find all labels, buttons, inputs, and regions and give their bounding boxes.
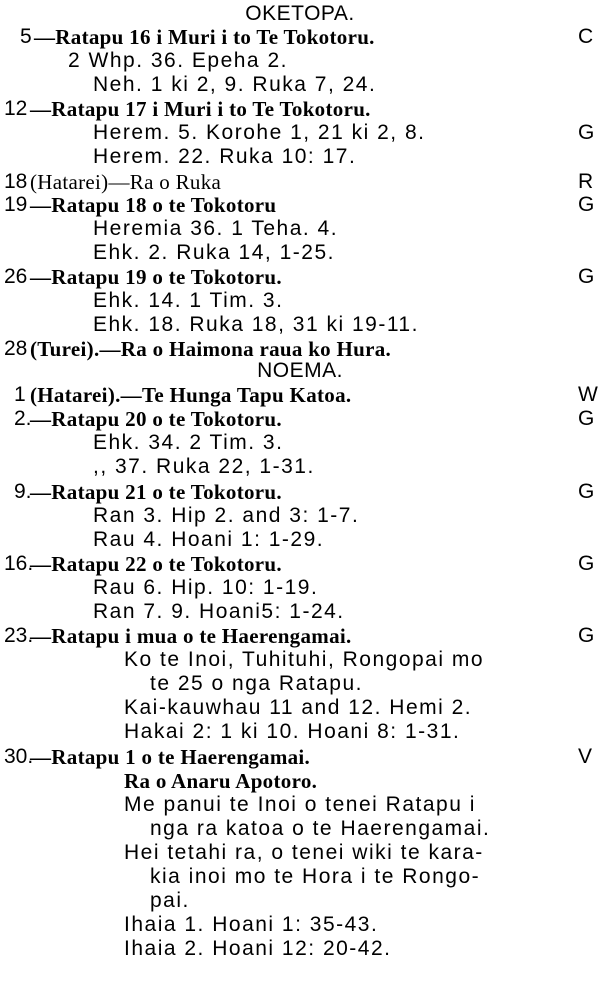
reading-line [0, 528, 600, 552]
entry-line [0, 383, 600, 407]
entry-line [0, 170, 600, 194]
reading-line [0, 696, 600, 720]
entry-date: 28 [4, 337, 28, 360]
reading-line [0, 793, 600, 817]
entry-date: 12 [4, 97, 28, 120]
entry-title: (Turei).—Ra o Haimona raua ko Hura. [30, 337, 392, 361]
entry-title: —Ratapu 20 o te Tokotoru. [30, 407, 282, 431]
reading-text: Rau 4. Hoani 1: 1-29. [93, 528, 325, 551]
liturgical-color: V [578, 745, 593, 768]
entry-line [0, 337, 600, 361]
entry-date: 16. [4, 552, 34, 575]
reading-text: Hakai 2: 1 ki 10. Hoani 8: 1-31. [124, 720, 461, 743]
reading-text: Me panui te Inoi o tenei Ratapu i [124, 793, 476, 816]
reading-line [0, 121, 600, 145]
liturgical-color: G [578, 121, 595, 144]
entry-line [0, 265, 600, 289]
entry-line [0, 624, 600, 648]
entry-subtitle-line [0, 769, 600, 793]
reading-text: 2 Whp. 36. Epeha 2. [68, 49, 288, 72]
reading-line [0, 455, 600, 479]
entry-title: —Ratapu 22 o te Tokotoru. [30, 552, 282, 576]
reading-line [0, 600, 600, 624]
month-heading: OKETOPA. [245, 2, 355, 25]
reading-line [0, 504, 600, 528]
reading-text: te 25 o nga Ratapu. [150, 672, 363, 695]
liturgical-color: W [578, 383, 598, 406]
reading-line [0, 841, 600, 865]
month-heading: NOEMA. [257, 359, 343, 382]
reading-text: Ehk. 18. Ruka 18, 31 ki 19-11. [93, 313, 419, 336]
liturgical-color: G [578, 480, 595, 503]
liturgical-color: R [578, 170, 594, 193]
reading-text: kia inoi mo te Hora i te Rongo- [150, 865, 481, 888]
entry-date: 23. [4, 624, 34, 647]
reading-line [0, 217, 600, 241]
reading-line [0, 937, 600, 961]
reading-line [0, 241, 600, 265]
entry-date: 2. [14, 407, 32, 430]
liturgical-color: G [578, 265, 595, 288]
reading-line [0, 672, 600, 696]
reading-text: Ihaia 1. Hoani 1: 35-43. [124, 913, 379, 936]
entry-date: 1 [14, 383, 26, 406]
reading-line [0, 913, 600, 937]
entry-line [0, 193, 600, 217]
liturgical-color: G [578, 407, 595, 430]
entry-date: 18 [4, 170, 28, 193]
reading-text: Ran 3. Hip 2. and 3: 1-7. [93, 504, 360, 527]
entry-title: —Ratapu 18 o te Tokotoru [30, 193, 277, 217]
reading-line [0, 720, 600, 744]
reading-text: Hei tetahi ra, o tenei wiki te kara- [124, 841, 484, 864]
entry-subtitle: Ra o Anaru Apotoro. [124, 769, 318, 793]
reading-text: Ehk. 2. Ruka 14, 1-25. [93, 241, 335, 264]
entry-date: 30. [4, 745, 34, 768]
reading-text: Rau 6. Hip. 10: 1-19. [93, 576, 319, 599]
reading-line [0, 865, 600, 889]
liturgical-color: G [578, 552, 595, 575]
liturgical-color: G [578, 193, 595, 216]
reading-text: ,, 37. Ruka 22, 1-31. [93, 455, 315, 478]
entry-title: —Ratapu 17 i Muri i to Te Tokotoru. [30, 97, 371, 121]
reading-text: nga ra katoa o te Haerengamai. [150, 817, 491, 840]
reading-text: Herem. 5. Korohe 1, 21 ki 2, 8. [93, 121, 426, 144]
reading-line [0, 313, 600, 337]
entry-line [0, 97, 600, 121]
entry-line [0, 480, 600, 504]
entry-date: 26 [4, 265, 28, 288]
reading-text: Heremia 36. 1 Teha. 4. [93, 217, 339, 240]
entry-date: 5 [20, 25, 32, 48]
reading-text: Herem. 22. Ruka 10: 17. [93, 145, 357, 168]
entry-line [0, 25, 600, 49]
entry-title: —Ratapu 19 o te Tokotoru. [30, 265, 282, 289]
entry-date: 19 [4, 193, 28, 216]
entry-title: (Hatarei)—Ra o Ruka [30, 170, 222, 194]
reading-text: Ko te Inoi, Tuhituhi, Rongopai mo [124, 648, 485, 671]
reading-line [0, 431, 600, 455]
reading-text: Kai-kauwhau 11 and 12. Hemi 2. [124, 696, 473, 719]
entry-title: —Ratapu i mua o te Haerengamai. [30, 624, 352, 648]
entry-title: —Ratapu 16 i Muri i to Te Tokotoru. [34, 25, 375, 49]
reading-line [0, 73, 600, 97]
entry-title: —Ratapu 21 o te Tokotoru. [30, 480, 282, 504]
reading-line [0, 648, 600, 672]
liturgical-color: C [578, 25, 594, 48]
entry-title: (Hatarei).—Te Hunga Tapu Katoa. [30, 383, 352, 407]
reading-text: Ehk. 14. 1 Tim. 3. [93, 289, 284, 312]
reading-line [0, 49, 600, 73]
entry-line [0, 745, 600, 769]
reading-line [0, 145, 600, 169]
reading-line [0, 889, 600, 913]
entry-line [0, 552, 600, 576]
entry-date: 9. [14, 480, 32, 503]
reading-text: Ran 7. 9. Hoani5: 1-24. [93, 600, 345, 623]
reading-line [0, 576, 600, 600]
reading-text: Ihaia 2. Hoani 12: 20-42. [124, 937, 392, 960]
entry-line [0, 407, 600, 431]
entry-title: —Ratapu 1 o te Haerengamai. [30, 745, 311, 769]
reading-text: Neh. 1 ki 2, 9. Ruka 7, 24. [93, 73, 377, 96]
reading-text: pai. [150, 889, 190, 912]
reading-line [0, 289, 600, 313]
reading-text: Ehk. 34. 2 Tim. 3. [93, 431, 284, 454]
liturgical-color: G [578, 624, 595, 647]
reading-line [0, 817, 600, 841]
